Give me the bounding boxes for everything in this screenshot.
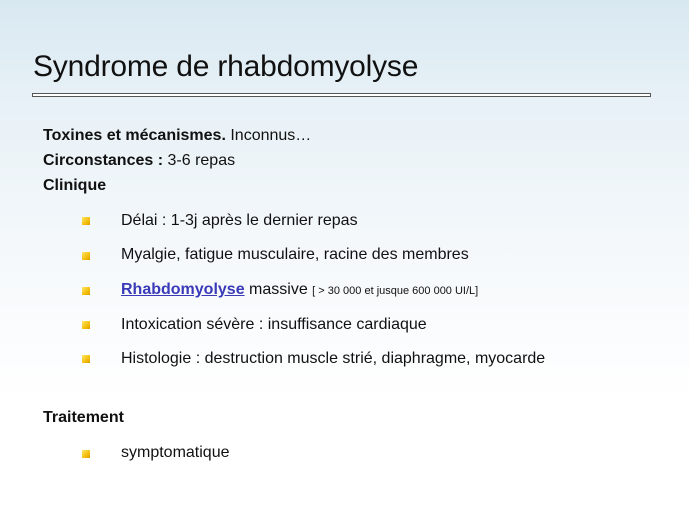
list-item-delai: Délai : 1-3j après le dernier repas	[121, 212, 358, 229]
list-item-rhabdomyolyse	[121, 280, 478, 301]
traitement-heading: Traitement	[43, 409, 124, 426]
square-bullet-icon	[82, 450, 90, 458]
list-item-myalgie: Myalgie, fatigue musculaire, racine des membres	[121, 246, 469, 263]
square-bullet-icon	[82, 321, 90, 329]
square-bullet-icon	[82, 287, 90, 295]
toxines-line	[43, 126, 311, 146]
square-bullet-icon	[82, 252, 90, 260]
rhabdo-text: massive	[244, 281, 313, 298]
circonstances-value: 3-6 repas	[163, 152, 236, 169]
slide-title: Syndrome de rhabdomyolyse	[33, 50, 419, 83]
list-item-symptomatique: symptomatique	[121, 444, 230, 461]
title-divider	[32, 93, 651, 97]
toxines-value: Inconnus…	[225, 127, 312, 144]
square-bullet-icon	[82, 217, 90, 225]
square-bullet-icon	[82, 355, 90, 363]
list-item-intoxication: Intoxication sévère : insuffisance cardiaque	[121, 316, 427, 333]
clinique-heading: Clinique	[43, 177, 107, 194]
circonstances-label: Circonstances :	[43, 152, 164, 169]
rhabdomyolyse-link[interactable]: Rhabdomyolyse	[121, 281, 245, 298]
list-item-histologie: Histologie : destruction muscle strié, diaphragme, myocarde	[121, 350, 546, 367]
circonstances-line	[43, 151, 235, 171]
toxines-label: Toxines et mécanismes.	[43, 127, 226, 144]
rhabdo-note: [ > 30 000 et jusque 600 000 UI/L]	[312, 285, 479, 297]
